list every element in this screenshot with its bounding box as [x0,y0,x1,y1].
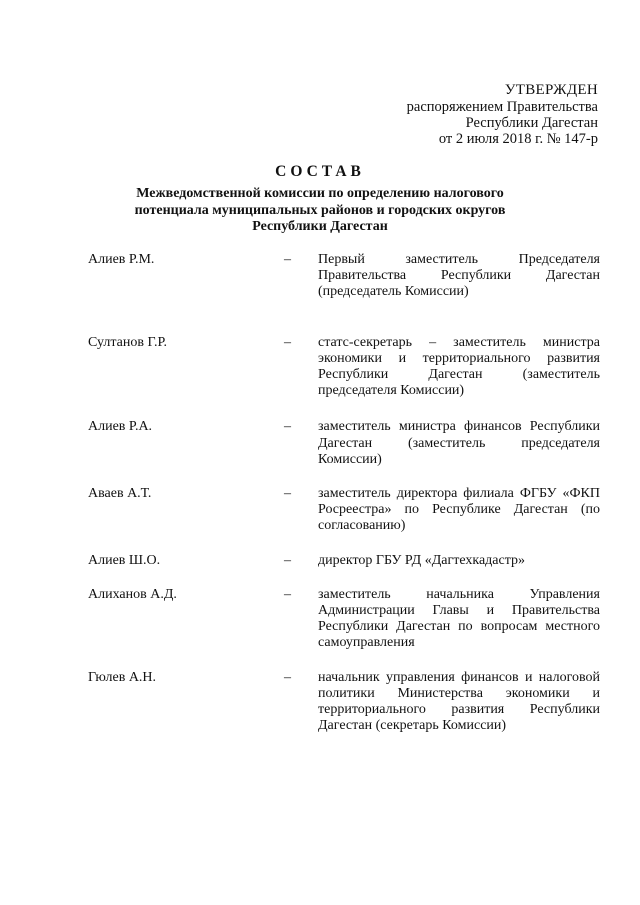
member-role: заместитель министра финансов Республики Дагестан (заместитель председателя Комиссии) [318,419,600,467]
member-dash: – [284,419,291,435]
member-role: Первый заместитель Председателя Правительства Республики Дагестан (председатель Комиссии) [318,252,600,300]
member-dash: – [284,586,291,602]
approval-heading: УТВЕРЖДЕН [504,82,598,98]
member-dash: – [284,334,291,350]
approval-line-2: Республики Дагестан [465,115,598,131]
member-role: заместитель начальника Управления Администрации Главы и Правительства Республики Дагестан по вопросам местного самоуправления [318,586,600,651]
member-dash: – [284,552,291,568]
document-title: СОСТАВ [275,163,365,180]
member-row [88,587,600,652]
title-block [0,163,640,236]
member-row [88,252,600,301]
approval-line-3: от 2 июля 2018 г. № 147-р [438,131,598,147]
members-list [88,252,600,734]
member-row [88,335,600,400]
member-name: Алиев Р.А. [88,419,153,435]
member-role: директор ГБУ РД «Дагтехкадастр» [318,552,526,568]
member-dash: – [284,669,291,685]
member-name: Гюлев А.Н. [88,669,157,685]
member-name: Алиханов А.Д. [88,586,177,602]
member-role: заместитель директора филиала ФГБУ «ФКП Росреестра» по Республике Дагестан (по согласованию) [318,486,600,534]
member-role: начальник управления финансов и налоговой политики Министерства экономики и территориального развития Республики Дагестан (секретарь Комиссии) [318,669,600,734]
member-row [88,486,600,535]
member-name: Алиев Р.М. [88,252,155,267]
document-subtitle [90,186,550,236]
member-name: Аваев А.Т. [88,486,152,502]
member-row [88,419,600,468]
member-row [88,670,600,735]
member-name: Султанов Г.Р. [88,334,168,350]
approval-stamp [378,82,598,147]
subtitle-line-3: Республики Дагестан [252,219,388,234]
member-role: статс-секретарь – заместитель министра экономики и территориального развития Республики Дагестан (заместитель председателя Комиссии) [318,334,600,399]
subtitle-line-2: потенциала муниципальных районов и городских округов [134,202,506,218]
member-row [88,553,600,569]
member-dash: – [284,486,291,502]
member-name: Алиев Ш.О. [88,552,161,568]
approval-line-1: распоряжением Правительства [406,99,598,115]
subtitle-line-1: Межведомственной комиссии по определению налогового [136,186,504,201]
member-dash: – [284,252,291,267]
